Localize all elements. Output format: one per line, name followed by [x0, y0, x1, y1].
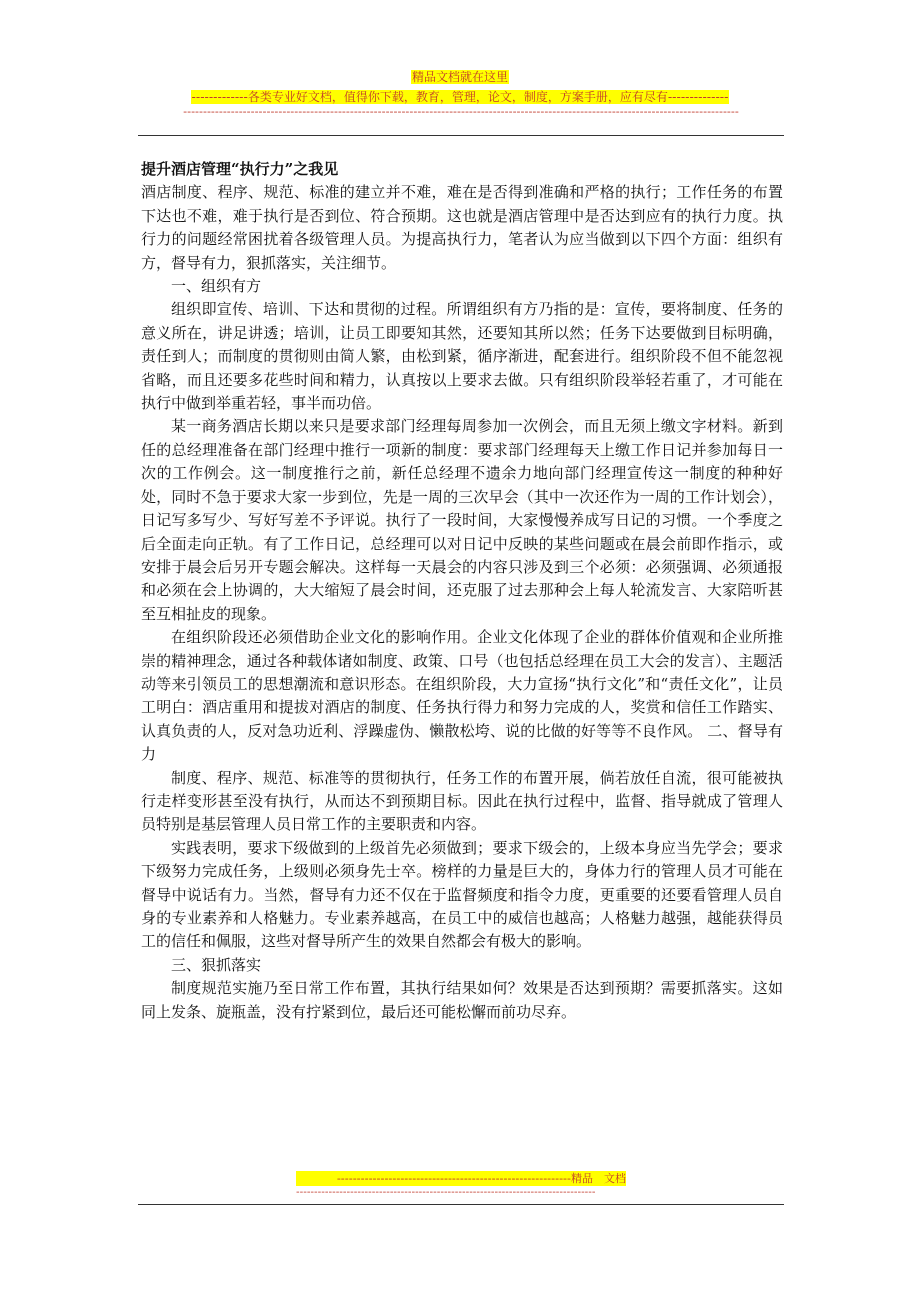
paragraph: 制度规范实施乃至日常工作布置，其执行结果如何？效果是否达到预期？需要抓落实。这如同上发条、旋瓶盖，没有拧紧到位，最后还可能松懈而前功尽弃。: [141, 979, 783, 1021]
header-banner-title: [0, 66, 920, 85]
header-title-highlight: 精品文档就在这里: [411, 70, 508, 84]
section-heading: 一、组织有方: [171, 277, 262, 296]
header-banner-tagline: [0, 86, 920, 105]
article-title: 提升酒店管理“执行力”之我见: [141, 160, 339, 178]
paragraph: 制度、程序、规范、标准等的贯彻执行，任务工作的布置开展，倘若放任自流，很可能被执行走样变形甚至没有执行，从而达不到预期目标。因此在执行过程中，监督、指导就成了管理人员特别是基层管理人员日常工作的主要职责和内容。: [141, 768, 783, 834]
document-body: [141, 158, 783, 1024]
header-tagline-highlight: -------------各类专业好文档，值得你下载，教育，管理，论文，制度，方案手册，应有尽有--------------: [191, 90, 729, 104]
footer-banner: -----------------------------------------------------------精品 文档: [296, 1171, 626, 1186]
paragraph: 酒店制度、程序、规范、标准的建立并不难，难在是否得到准确和严格的执行；工作任务的布置下达也不难，难于执行是否到位、符合预期。这也就是酒店管理中是否达到应有的执行力度。执行力的问题经常困扰着各级管理人员。为提高执行力，笔者认为应当做到以下四个方面：组织有方，督导有力，狠抓落实，关注细节。: [141, 183, 783, 272]
footer-dash-line: -----------------------------------------------------------------------------------: [296, 1187, 596, 1198]
header-dash-line: --------------------------------------------------------------------------------------------------------------------------------------------: [183, 105, 739, 118]
paragraph: 实践表明，要求下级做到的上级首先必须做到；要求下级会的，上级本身应当先学会；要求下级努力完成任务，上级则必须身先士卒。榜样的力量是巨大的，身体力行的管理人员才可能在督导中说话有力。当然，督导有力还不仅在于监督频度和指令力度，更重要的还要看管理人员自身的专业素养和人格魅力。专业素养越高，在员工中的威信也越高；人格魅力越强，越能获得员工的信任和佩服，这些对督导所产生的效果自然都会有极大的影响。: [141, 838, 783, 951]
footer-rule: [138, 1204, 784, 1205]
paragraph: 组织即宣传、培训、下达和贯彻的过程。所谓组织有方乃指的是：宣传，要将制度、任务的意义所在，讲足讲透；培训，让员工即要知其然，还要知其所以然；任务下达要做到目标明确，责任到人；而制度的贯彻则由简人繁，由松到紧，循序渐进，配套进行。组织阶段不但不能忽视省略，而且还要多花些时间和精力，认真按以上要求去做。只有组织阶段举轻若重了，才可能在执行中做到举重若轻，事半而功倍。: [141, 300, 783, 413]
header-rule: [138, 135, 784, 136]
paragraph: 在组织阶段还必须借助企业文化的影响作用。企业文化体现了企业的群体价值观和企业所推崇的精神理念，通过各种载体诸如制度、政策、口号（也包括总经理在员工大会的发言）、主题活动等来引领员工的思想潮流和意识形态。在组织阶段，大力宣扬“执行文化”和“责任文化”，让员工明白：酒店重用和提拔对酒店的制度、任务执行得力和努力完成的人，奖赏和信任工作踏实、认真负责的人，反对急功近利、浮躁虚伪、懒散松垮、说的比做的好等等不良作风。 二、督导有力: [141, 628, 783, 764]
section-heading: 三、狠抓落实: [171, 955, 262, 974]
paragraph: 某一商务酒店长期以来只是要求部门经理每周参加一次例会，而且无须上缴文字材料。新到任的总经理准备在部门经理中推行一项新的制度：要求部门经理每天上缴工作日记并参加每日一次的工作例会。这一制度推行之前，新任总经理不遗余力地向部门经理宣传这一制度的种种好处，同时不急于要求大家一步到位，先是一周的三次早会（其中一次还作为一周的工作计划会），日记写多写少、写好写差不予评说。执行了一段时间，大家慢慢养成写日记的习惯。一个季度之后全面走向正轨。有了工作日记，总经理可以对日记中反映的某些问题或在晨会前即作指示，或安排于晨会后另开专题会解决。这样每一天晨会的内容只涉及到三个必须：必须强调、必须通报和必须在会上协调的，大大缩短了晨会时间，还克服了过去那种会上每人轮流发言、大家陪听甚至互相扯皮的现象。: [141, 417, 783, 623]
